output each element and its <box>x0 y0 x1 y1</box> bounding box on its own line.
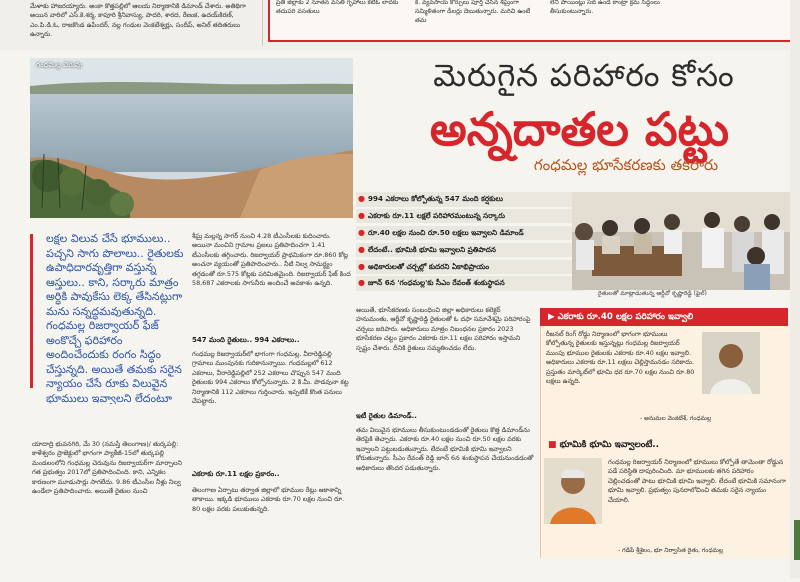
quote-box-1-attribution: - అనుమల వెంకటేశ్, గంధమల్ల <box>640 415 712 422</box>
quote-box-1-title: ▶ ఎకరాకు రూ.40 లక్షల పరిహారం ఇవ్వాలి <box>540 308 788 326</box>
article-intro: యాదాద్రి భువనగిరి, మే 30 (నమస్తే తెలంగాణ)/ తుర్కపల్లి: కాళేశ్వరం ప్రాజెక్టులో భాగంగా ప్యాకేజీ-15లో తుర్కపల్లి మండలంలోని గంధమల్ల చెరువును రిజర్వాయర్‌గా మార్చాలని గత ప్రభుత్వం 2017లో ప్రతిపాదించింది. కాని, ఎన్నికల కారణంగా మూడుసార్లు సాగలేదు. 9.86 టీఎంసీల నీళ్లు నిల్వ ఉండేలా ప్రతిపాదించారు. అయితే రైతుల నుంచి <box>32 440 183 496</box>
pullquote: లక్షల విలువ చేసే భూములు.. పచ్చని సాగు పొలాలు.. రైతులకు ఉపాధిదారవృత్తిగా వస్తున్న ఆస్తులు.. కాని, సర్కారు మాత్రం అర్ధికి పావుకేసు లెక్క తేసినట్లుగా మను సన్నద్ధమవుతున్నది. గంధమల్ల రిజర్వాయర్ ఫేజ్ అంకొచ్చే ఫరిహారం అందించేందుకు రంగం సిద్ధం చేస్తున్నది. అయితే తమకు సరైన న్యాయం చేసే రూకు విలువైన భూములు ఇవ్వాలని లేదంటూ <box>46 232 184 404</box>
farmer-portrait-1 <box>702 332 760 394</box>
column-divider <box>262 0 263 46</box>
quote-box-2-attribution: - గడిపే శ్రీశైలం, భూ నిర్వాసిత రైతు, గంధమల్ల <box>618 547 724 554</box>
key-point: ● అధికారులతో చర్చల్లో కుదరని ఏకాభిప్రాయం <box>356 260 584 275</box>
pullquote-bar <box>30 234 33 388</box>
key-point: ● రూ.40 లక్షల నుంచి రూ.50 లక్షలు ఇవ్వాలని డిమాండ్ <box>356 226 584 241</box>
article-column-2-part-2: గంధమల్ల రిజర్వాయర్‌లో భాగంగా గంధమల్ల, వీరారెడ్డిపల్లి గ్రామాలు ముంపునకు గురికానున్నాయి. గంధమల్లలో 612 ఎకరాలు, వీరారెడ్డిపల్లిలో 252 ఎకరాలు చొప్పున 547 మంది రైతులకు 994 ఎకరాలు కోల్పోనున్నారు. 2 కి.మీ. పొడవునా కట్ట నిర్మాణానికి 112 ఎకరాలు గుర్తించారు. ఇప్పటికే కొంత పనులు చేపట్టారు. <box>192 350 349 406</box>
photo-caption: గంధమల్ల చెరువు <box>36 61 83 69</box>
headline-line-1: మెరుగైన పరిహారం కోసం <box>433 58 735 94</box>
key-point: ● లేదంటే.. భూమికి భూమి ఇవ్వాలని ప్రతిపాదన <box>356 243 584 258</box>
box-text-1: ప్రతి జిల్లాకు 2 నూతన వసతి గృహాలు కేటీఓ లాదకు తదుపరి వసతులు <box>276 0 399 15</box>
subheading-compensation: ఎకరాకు రూ.11 లక్షల ప్రకారం.. <box>192 470 280 478</box>
article-column-3: అయితే, భూసేకరణకు సంబంధించి జిల్లా అధికారులు కలెక్టర్ హనుమంతు, ఆర్డీవో కృష్ణారెడ్డి రైతులతో ఓ దఫా సమావేశమై పరిహారంపై చర్చలు జరిపారు. అధికారులు మాత్రం నిబంధనల ప్రకారం 2023 భూసేకరణ చట్టం ప్రకారం ఎకరాకు రూ.11 లక్షల పరిహారం ఇస్తామని స్పష్టం చేశారు. దీనికి రైతులు సమ్మతించడం లేదు. <box>356 306 531 352</box>
subheading-demand: ఇటీ రైతుల డిమాండ్.. <box>356 412 417 420</box>
headline-main: అన్నదాతల పట్టు <box>429 102 730 156</box>
key-point: ● 994 ఎకరాలు కోల్పోతున్న 547 మంది కర్షకులు <box>356 192 584 207</box>
farmer-portrait-2 <box>544 458 602 524</box>
meeting-photo <box>572 192 794 290</box>
box-text-3: లేని పాయింట్లు సబ్ ఉండే కాంట్రా క్రమ సిద్ధంలు తీసుకుంటున్నారు. <box>550 0 660 15</box>
reservoir-photo <box>30 58 353 218</box>
article-column-2: శీఘ్ర మల్లన్న సాగర్ నుంచి 4.28 టీఎంసీలకు కుదించారు. అయినా మంచిని గ్రామాల ప్రజలు ప్రతిపాదించగా 1.41 టీఎంసీలకు తగ్గించారు. రిజర్వాయర్ ప్రాథమికంగా రూ.860 కోట్ల అంచనా వ్యయంతో ప్రతిపాదించారు.. నీటి నిల్వ సామర్థ్యం తగ్గడంతో రూ.575 కోట్లకు పరిమితమైంది. రిజర్వాయర్ ఫేజ్ కింద 58,687 ఎకరాలకు సాగునీరు అందించే అవకాశం ఉన్నది. <box>192 232 351 288</box>
headline-subtitle: గంధమల్ల భూసేకరణకు తకరారు <box>533 156 719 174</box>
key-points-list <box>356 192 584 293</box>
key-point: ● ఎకరాకు రూ.11 లక్షలే పరిహారమంటున్న సర్కారు <box>356 209 584 224</box>
box-text-2: కీ. వ్యవసాయ కోర్సులు పూర్తి చేసిన శీఘ్రంగా సమ్మిళితంగా డీలర్లు దెబుతున్నారు. మరిచి ఉంటే తమ <box>415 0 531 24</box>
quote-box-2-title: ■ భూమికి భూమి ఇవ్వాలంటే.. <box>540 436 788 454</box>
previous-article-box <box>268 0 794 42</box>
quote-box-1-text: రీజనల్ రింగ్ రోడ్డు నిర్మాణంలో భాగంగా భూములు కోల్పోతున్న రైతులకు ఇస్తున్నట్లు గంధమల్ల రిజర్వాయర్ ముంపు భూముల రైతులకు ఎకరాకు రూ.40 లక్షల ఇవ్వాలి. అధికారులు ఎకరాకు రూ.11 లక్షలు చెల్లిస్తామనడం సరికాదు. ప్రస్తుతం మార్కెట్‌లో భూమి ధర రూ.70 లక్షల నుంచి రూ.80 లక్షలు ఉన్నది. <box>546 330 695 386</box>
previous-article-text-1: మేళాకు హాజరయ్యారు. అంకా కొత్తపల్లిలో ఆలయ నిర్మాణానికి డిమాండ్ చేశారు. అతిథిగా అయిన వారిలో ఎస్.కె.శర్మ, కాపూరి శ్రీనివాస్యు, పాదరి, శారద, రేణుక, ఉదయ్‌కిరణ్, ఎం.పి.డి.ఓ, రాజకొండ ఉపేందర్, నల్ల గండుల వెంకటేశ్వర్లు, సందీప్, అనిల్ తదితరులు ఉన్నారు. <box>30 2 246 39</box>
meeting-photo-caption: రైతులతో మాట్లాడుతున్న ఆర్డీవో కృష్ణారెడ్డి (ఫైల్) <box>598 290 707 297</box>
quote-box-2-text: గంధమల్ల రిజర్వాయర్ నిర్మాణంలో భూములు కోల్పోతే తామెంతా రోడ్డున పడే పరిస్థితి దాపురించింది. మా భూములకు తగిన పరిహారం చెల్లించడంతో పాటు భూమికి భూమి ఇవ్వాలి. లేదంటే భూమికి సమానంగా భూమి ఇవ్వాలి. ప్రభుత్వం పునరాలోచించి తమకు సరైన న్యాయం చేయాలి. <box>608 458 786 504</box>
article-column-3-part-2: తమ విలువైన భూములు తీసుకుంటుండడంతో రైతులు కొత్త డిమాండ్‌ను తెరపైకి తెచ్చారు. ఎకరాకు రూ.40 లక్షల నుంచి రూ.50 లక్షల వరకు ఇవ్వాలని పట్టుబడుతున్నారు. లేదంటే భూమికి భూమి ఇవ్వాలని కోరుతున్నారు. సీఎం రేవంత్ రెడ్డి జూన్ 6న శంకుస్థాపన చేయనుండడంతో అధికారులు తొందర పడుతున్నారు. <box>356 426 534 472</box>
subheading-farmers: 547 మంది రైతులు.. 994 ఎకరాలు.. <box>192 336 300 344</box>
key-point: ● జూన్ 6న 'గంధమల్ల'కు సీఎం రేవంత్ శంకుస్థాపన <box>356 276 584 291</box>
next-page-edge <box>790 0 800 578</box>
article-column-2-part-3: తెలంగాణ ఏర్పాటు తర్వాత జిల్లాలో భూముల రేట్లు ఆకాశాన్ని తాకాయి. ఇక్కడి భూములు ఎకరాకు రూ.70 లక్షల నుంచి రూ. 80 లక్షల వరకు పలుకుతున్నది. <box>192 486 345 513</box>
